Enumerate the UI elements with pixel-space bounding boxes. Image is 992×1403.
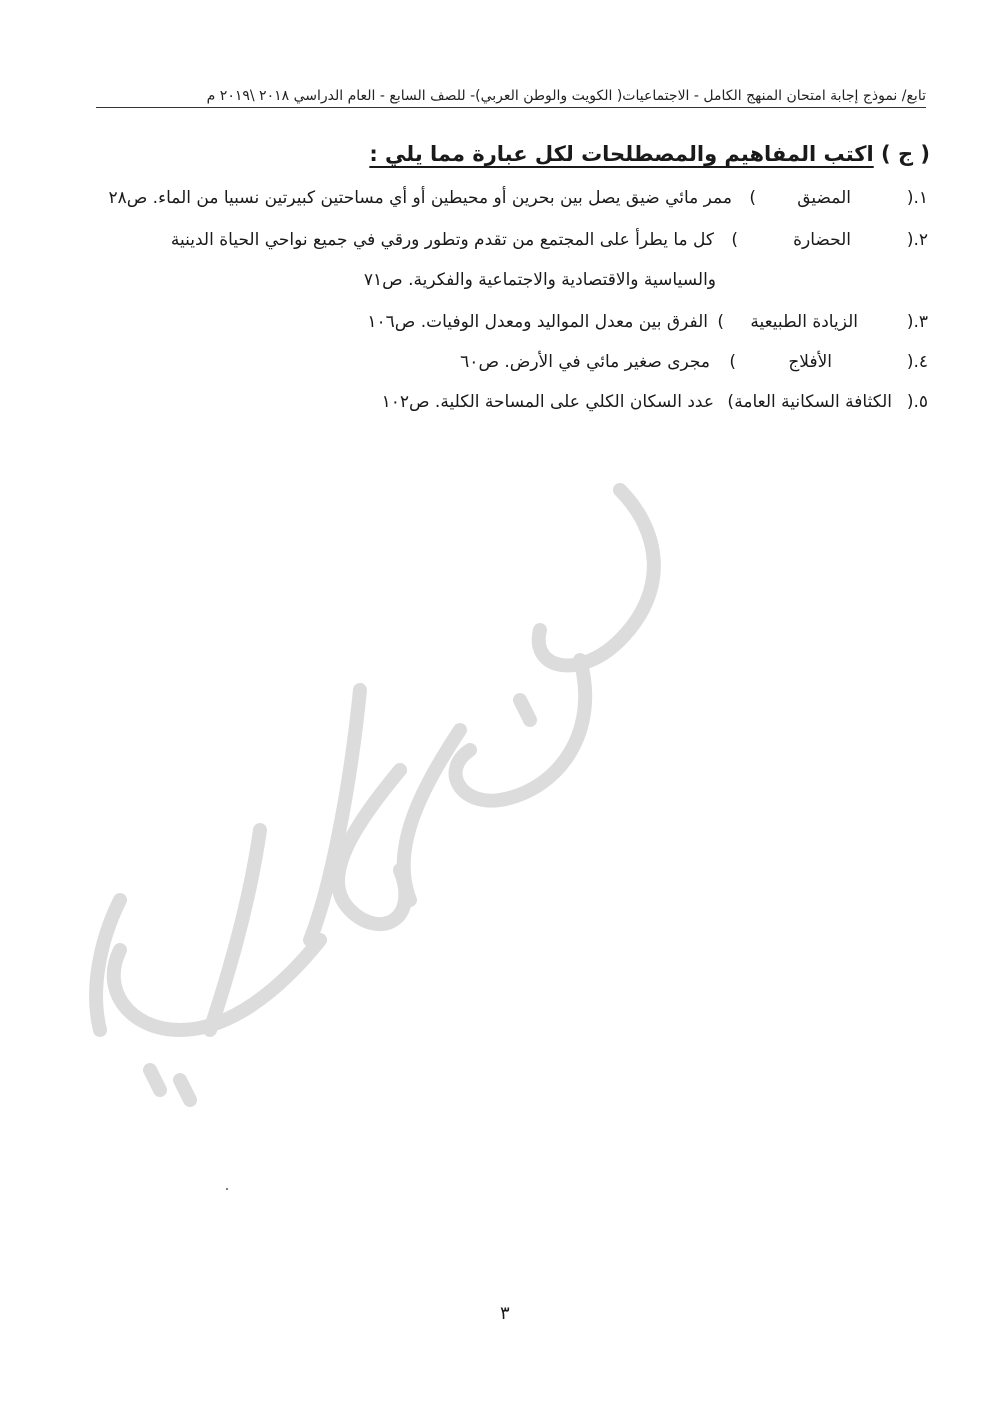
- item-term: الزيادة الطبيعية: [750, 312, 858, 332]
- section-title: اكتب المفاهيم والمصطلحات لكل عبارة مما يلي :: [369, 142, 874, 166]
- item-number: ٥.(: [906, 392, 928, 412]
- watermark-calligraphy: [60, 470, 720, 1150]
- item-definition: ممر مائي ضيق يصل بين بحرين أو محيطين أو أي مساحتين كبيرتين نسبيا من الماء. ص٢٨: [108, 188, 732, 208]
- page-header: تابع/ نموذج إجابة امتحان المنهج الكامل - الاجتماعيات( الكويت والوطن العربي)- للصف السابع - العام الدراسي ٢٠١٨ \٢٠١٩ م: [96, 88, 926, 108]
- page-number: ٣: [500, 1303, 510, 1324]
- item-number: ١.(: [906, 188, 928, 208]
- item-term: الحضارة: [793, 230, 851, 250]
- list-item: [308, 392, 928, 416]
- item-number: ٢.(: [906, 230, 928, 250]
- scan-speck: [226, 1188, 228, 1190]
- item-number: ٣.(: [906, 312, 928, 332]
- list-item: [328, 312, 928, 336]
- section-heading: [369, 142, 930, 166]
- item-definition: مجرى صغير مائي في الأرض. ص٦٠: [460, 352, 710, 372]
- item-close-paren: ): [729, 352, 736, 372]
- item-definition: كل ما يطرأ على المجتمع من تقدم وتطور ورقي في جميع نواحي الحياة الدينية: [170, 230, 714, 250]
- section-marker: ( ج ): [881, 142, 930, 166]
- item-term: الكثافة السكانية العامة: [734, 392, 892, 412]
- item-definition-continuation: والسياسية والاقتصادية والاجتماعية والفكرية. ص٧١: [363, 270, 716, 290]
- item-number: ٤.(: [906, 352, 928, 372]
- item-close-paren: ): [717, 312, 724, 332]
- item-close-paren: ): [731, 230, 738, 250]
- list-item: [48, 188, 928, 212]
- item-term: المضيق: [797, 188, 851, 208]
- item-definition: الفرق بين معدل المواليد ومعدل الوفيات. ص١٠٦: [367, 312, 708, 332]
- item-definition: عدد السكان الكلي على المساحة الكلية. ص١٠٢: [381, 392, 714, 412]
- item-close-paren: ): [727, 392, 734, 412]
- list-item: [108, 230, 928, 254]
- item-close-paren: ): [749, 188, 756, 208]
- item-term: الأفلاج: [788, 352, 832, 372]
- list-item: [328, 352, 928, 376]
